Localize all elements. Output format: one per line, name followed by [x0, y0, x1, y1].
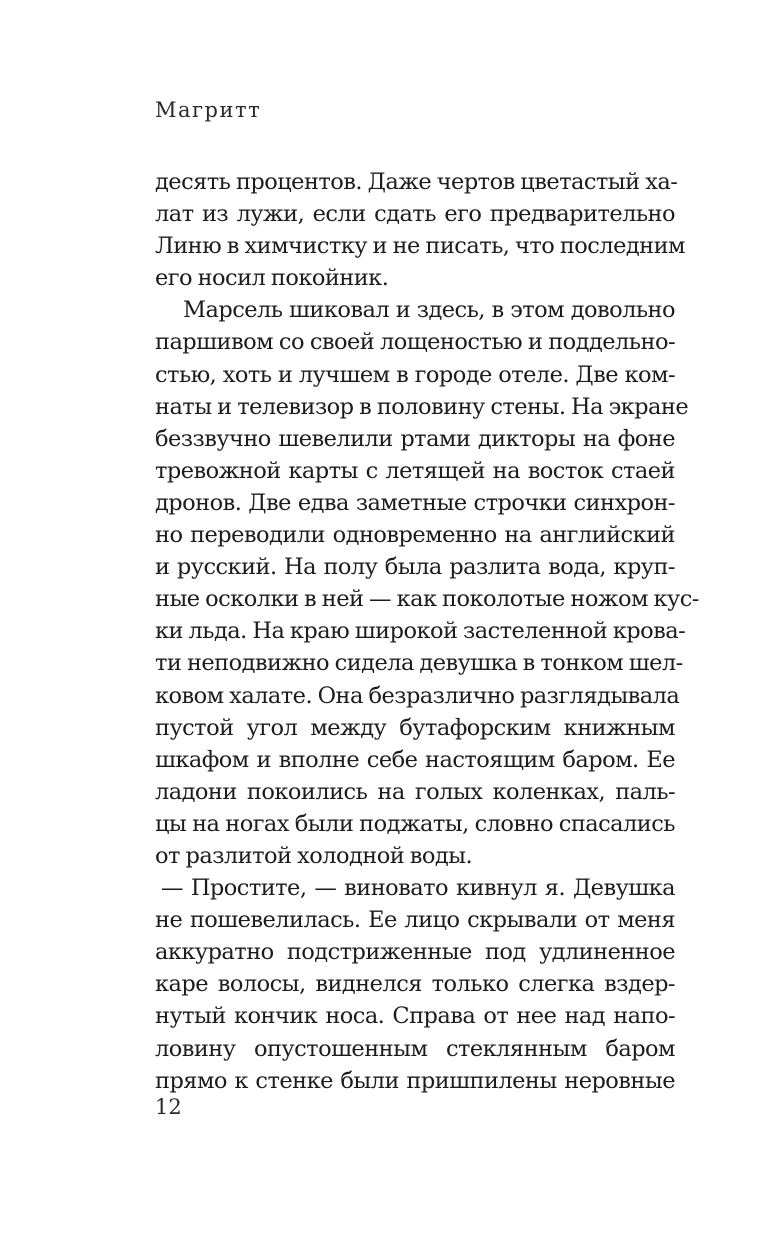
text-line: Марсель шиковал и здесь, в этом довольно	[183, 297, 675, 324]
text-line: дронов. Две едва заметные строчки синхрон-	[155, 489, 675, 516]
text-line: стью, хоть и лучшем в городе отеле. Две ком-	[155, 361, 675, 388]
text-line: Линю в химчистку и не писать, что последним	[155, 233, 685, 260]
text-line: десять процентов. Даже чертов цветастый ха-	[155, 169, 678, 195]
text-line: лат из лужи, если сдать его предварительно	[155, 201, 675, 228]
text-line: его носил покойник.	[155, 265, 389, 292]
text-line: аккуратно подстриженные под удлиненное	[155, 939, 675, 966]
text-line: ладони покоились на голых коленках, паль-	[155, 778, 675, 805]
body-text	[155, 166, 699, 1097]
text-line: ковом халате. Она безразлично разглядывала	[155, 682, 680, 709]
text-line: беззвучно шевелили ртами дикторы на фоне	[155, 425, 675, 452]
running-head: Магритт	[155, 98, 262, 122]
text-line: от разлитой холодной воды.	[155, 842, 473, 869]
text-line: нутый кончик носа. Справа от нее над напо-	[155, 1003, 675, 1030]
text-line: каре волосы, виднелся только слегка вздер-	[155, 971, 675, 998]
text-line: ловину опустошенным стеклянным баром	[155, 1035, 675, 1062]
text-line: не пошевелилась. Ее лицо скрывали от меня	[155, 907, 675, 934]
text-line: ные осколки в ней — как поколотые ножом кус-	[155, 586, 699, 613]
text-line: но переводили одновременно на английский	[155, 522, 675, 549]
text-line: ки льда. На краю широкой застеленной крова-	[155, 618, 686, 645]
page-number: 12	[155, 1095, 182, 1119]
text-line: цы на ногах были поджаты, словно спасались	[155, 810, 675, 837]
text-line: наты и телевизор в половину стены. На экране	[155, 393, 689, 420]
text-line: — Простите, — виновато кивнул я. Девушка	[161, 875, 675, 902]
text-line: ти неподвижно сидела девушка в тонком шел-	[155, 650, 683, 677]
text-line: пустой угол между бутафорским книжным	[155, 714, 675, 741]
text-line: шкафом и вполне себе настоящим баром. Ее	[155, 746, 675, 773]
text-line: прямо к стенке были пришпилены неровные	[155, 1067, 675, 1094]
text-line: тревожной карты с летящей на восток стаей	[155, 457, 675, 484]
text-line: и русский. На полу была разлита вода, круп-	[155, 554, 675, 581]
text-line: паршивом со своей лощеностью и поддельно-	[155, 329, 675, 356]
